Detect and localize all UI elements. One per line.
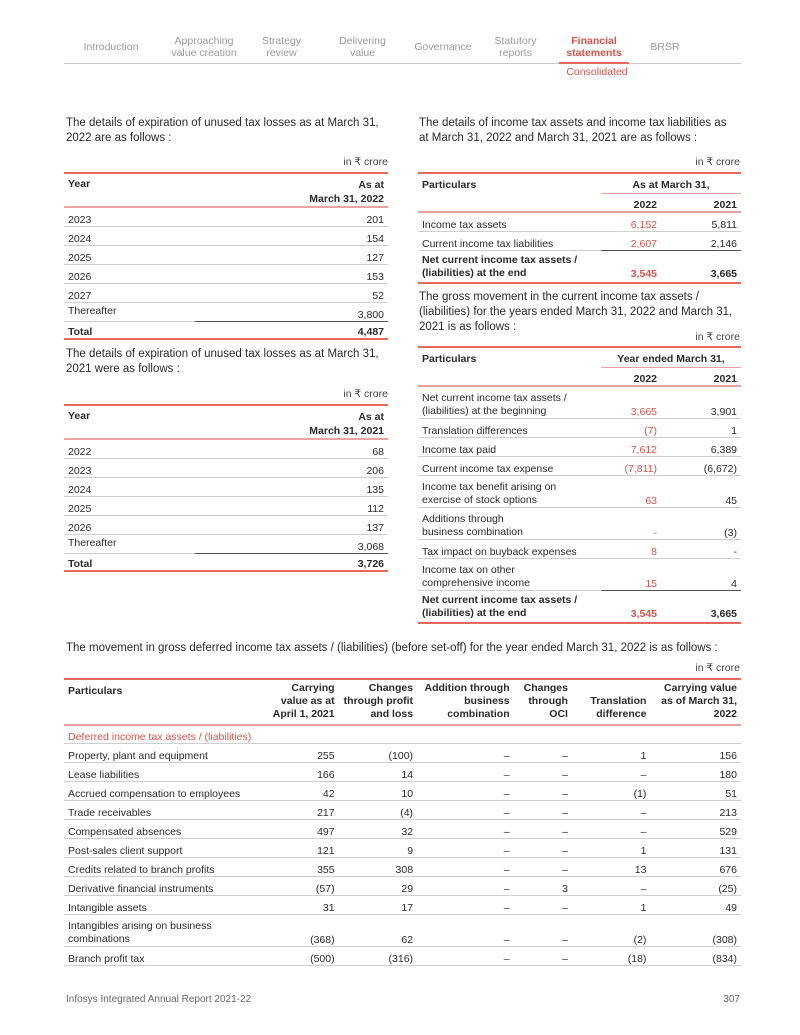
- carrying-value-closing-cell: 131: [650, 838, 741, 857]
- value-2022-cell: 8: [601, 539, 671, 558]
- particulars-cell: Translation differences: [418, 418, 601, 437]
- translation-difference-cell: (1): [572, 781, 650, 800]
- carrying-value-opening-cell: (57): [260, 876, 338, 895]
- value-cell: 127: [195, 245, 388, 264]
- particulars-cell: Trade receivables: [64, 800, 260, 819]
- table-row: [64, 283, 388, 302]
- year-cell: 2024: [64, 477, 195, 496]
- changes-oci-cell: –: [514, 895, 572, 914]
- particulars-cell: Income tax benefit arising on exercise of stock options: [418, 475, 601, 507]
- changes-profit-loss-cell: 308: [339, 857, 417, 876]
- addition-business-combination-cell: –: [417, 857, 514, 876]
- changes-oci-cell: 3: [514, 876, 572, 895]
- col-particulars: Particulars: [68, 685, 123, 697]
- table-row: [418, 386, 741, 418]
- translation-difference-cell: (18): [572, 946, 650, 965]
- particulars-cell: Accrued compensation to employees: [64, 781, 260, 800]
- value-2021-cell: -: [671, 539, 741, 558]
- nav-label: Governance: [414, 41, 472, 53]
- total-2021: 3,665: [671, 590, 741, 623]
- value-2021-cell: 6,389: [671, 437, 741, 456]
- addition-business-combination-cell: –: [417, 946, 514, 965]
- table-row: [418, 475, 741, 507]
- particulars-cell: Credits related to branch profits: [64, 857, 260, 876]
- nav-label: reports: [499, 47, 532, 59]
- changes-profit-loss-cell: 10: [339, 781, 417, 800]
- table-row: [64, 800, 741, 819]
- table-row: [64, 226, 388, 245]
- changes-oci-cell: –: [514, 819, 572, 838]
- table-row: [418, 507, 741, 539]
- year-cell: 2026: [64, 264, 195, 283]
- carrying-value-opening-cell: 121: [260, 838, 338, 857]
- table-row: [64, 496, 388, 515]
- col-label: March 31, 2022: [309, 193, 384, 205]
- empty-header: [418, 367, 601, 386]
- translation-difference-cell: –: [572, 800, 650, 819]
- total-label: [418, 250, 601, 283]
- col-label: As at: [358, 411, 384, 423]
- changes-oci-cell: –: [514, 914, 572, 946]
- value-2021-cell: (6,672): [671, 456, 741, 475]
- table5-intro: The movement in gross deferred income tax assets / (liabilities) (before set-off) for the year ended March 31, 2022 is as follows :: [66, 642, 718, 654]
- particulars-cell: Derivative financial instruments: [64, 876, 260, 895]
- translation-difference-cell: –: [572, 876, 650, 895]
- particulars-cell: Income tax assets: [418, 212, 601, 231]
- carrying-value-opening-cell: 31: [260, 895, 338, 914]
- changes-profit-loss-cell: 62: [339, 914, 417, 946]
- translation-difference-cell: –: [572, 819, 650, 838]
- value-2022-cell: 7,612: [601, 437, 671, 456]
- table-row: [418, 231, 741, 250]
- page-number: 307: [723, 994, 740, 1005]
- particulars-cell: Compensated absences: [64, 819, 260, 838]
- nav-label: review: [266, 47, 297, 59]
- col-year: Year: [68, 410, 91, 422]
- table-row: [64, 515, 388, 534]
- value-cell: 135: [195, 477, 388, 496]
- year-cell: 2025: [64, 496, 195, 515]
- col-year: Year: [68, 178, 91, 190]
- carrying-value-opening-cell: 255: [260, 743, 338, 762]
- col-2022: 2022: [633, 373, 657, 385]
- value-2022-cell: 15: [601, 558, 671, 590]
- changes-profit-loss-cell: 17: [339, 895, 417, 914]
- nav-item-statutory-reports[interactable]: [474, 35, 557, 59]
- col-group-header: Year ended March 31,: [601, 347, 741, 367]
- table-row: [64, 458, 388, 477]
- value-cell: 201: [195, 207, 388, 226]
- value-2021-cell: 1: [671, 418, 741, 437]
- table-row: [418, 558, 741, 590]
- table-row: [418, 212, 741, 231]
- changes-oci-cell: –: [514, 781, 572, 800]
- changes-oci-cell: –: [514, 762, 572, 781]
- table-row: [64, 946, 741, 965]
- table-row: [64, 302, 388, 321]
- carrying-value-opening-cell: (368): [260, 914, 338, 946]
- total-2021: 3,665: [671, 250, 741, 283]
- table-row: [64, 914, 741, 946]
- particulars-cell: Intangibles arising on business combinations: [64, 914, 260, 946]
- table4-gross-movement: [418, 346, 741, 624]
- addition-business-combination-cell: –: [417, 762, 514, 781]
- value-cell: 206: [195, 458, 388, 477]
- carrying-value-closing-cell: 213: [650, 800, 741, 819]
- year-cell: Thereafter: [64, 302, 195, 321]
- carrying-value-closing-cell: 156: [650, 743, 741, 762]
- carrying-value-closing-cell: 676: [650, 857, 741, 876]
- total-label-line: Net current income tax assets /: [422, 253, 578, 266]
- col-2021: 2021: [713, 373, 737, 385]
- nav-label: Strategy: [261, 35, 302, 47]
- year-cell: 2022: [64, 439, 195, 458]
- col-carrying-value-opening: Carrying value as at April 1, 2021: [272, 682, 335, 720]
- particulars-cell: Property, plant and equipment: [64, 743, 260, 762]
- table3-income-tax-assets-liabilities: [418, 172, 741, 284]
- table2-intro: The details of expiration of unused tax losses as at March 31, 2021 were as follows :: [66, 348, 379, 375]
- value-cell: 52: [195, 283, 388, 302]
- value-cell: 3,068: [195, 534, 388, 553]
- table-row: [418, 437, 741, 456]
- table1-intro: The details of expiration of unused tax losses as at March 31, 2022 are as follows :: [66, 117, 379, 144]
- addition-business-combination-cell: –: [417, 743, 514, 762]
- nav-item-brsr[interactable]: [631, 35, 699, 53]
- carrying-value-closing-cell: (834): [650, 946, 741, 965]
- particulars-cell: Additions through business combination: [418, 507, 601, 539]
- translation-difference-cell: –: [572, 762, 650, 781]
- year-cell: 2023: [64, 458, 195, 477]
- table3-unit: in ₹ crore: [695, 156, 740, 168]
- changes-profit-loss-cell: (316): [339, 946, 417, 965]
- nav-item-financial-statements[interactable]: [557, 35, 631, 59]
- col-addition-business-combination: Addition through business combination: [424, 682, 510, 720]
- total-2022: 3,545: [601, 590, 671, 623]
- particulars-cell: Current income tax liabilities: [418, 231, 601, 250]
- particulars-cell: Branch profit tax: [64, 946, 260, 965]
- value-cell: 3,800: [195, 302, 388, 321]
- col-value: [195, 405, 388, 439]
- table-row: [64, 876, 741, 895]
- section-label: Deferred income tax assets / (liabilities): [64, 725, 741, 743]
- value-2021-cell: 2,146: [671, 231, 741, 250]
- carrying-value-closing-cell: (308): [650, 914, 741, 946]
- particulars-cell: Intangible assets: [64, 895, 260, 914]
- changes-oci-cell: –: [514, 857, 572, 876]
- year-cell: 2027: [64, 283, 195, 302]
- value-cell: 68: [195, 439, 388, 458]
- total-label: Total: [64, 321, 195, 339]
- carrying-value-opening-cell: 42: [260, 781, 338, 800]
- col-label: March 31, 2021: [309, 425, 384, 437]
- value-cell: 137: [195, 515, 388, 534]
- table2-unit: in ₹ crore: [343, 388, 388, 400]
- changes-profit-loss-cell: 29: [339, 876, 417, 895]
- nav-item-governance[interactable]: [412, 35, 474, 53]
- table3-intro: The details of income tax assets and income tax liabilities as at March 31, 2022 and March 31, 2021 are as follows :: [419, 117, 727, 144]
- changes-profit-loss-cell: (100): [339, 743, 417, 762]
- addition-business-combination-cell: –: [417, 781, 514, 800]
- table-row: [64, 857, 741, 876]
- particulars-cell: Tax impact on buyback expenses: [418, 539, 601, 558]
- table-row: [418, 456, 741, 475]
- nav-subitem-consolidated[interactable]: Consolidated: [566, 66, 628, 78]
- value-2021-cell: 5,811: [671, 212, 741, 231]
- nav-label: value: [349, 47, 376, 59]
- value-2021-cell: (3): [671, 507, 741, 539]
- col-value: [195, 173, 388, 207]
- col-2021: 2021: [713, 199, 737, 211]
- nav-label: Approaching: [174, 35, 234, 47]
- particulars-cell: Income tax on other comprehensive income: [418, 558, 601, 590]
- nav-label: Financial: [571, 35, 617, 47]
- table-row: [64, 207, 388, 226]
- table-row: [64, 819, 741, 838]
- value-2021-cell: 4: [671, 558, 741, 590]
- section-label-row: [64, 725, 741, 743]
- particulars-cell: Lease liabilities: [64, 762, 260, 781]
- table-row: [64, 895, 741, 914]
- table5-unit: in ₹ crore: [695, 662, 740, 674]
- total-value: 3,726: [195, 553, 388, 571]
- value-cell: 153: [195, 264, 388, 283]
- changes-oci-cell: –: [514, 743, 572, 762]
- carrying-value-opening-cell: 166: [260, 762, 338, 781]
- table-row: [418, 418, 741, 437]
- addition-business-combination-cell: –: [417, 819, 514, 838]
- carrying-value-opening-cell: (500): [260, 946, 338, 965]
- particulars-cell: Current income tax expense: [418, 456, 601, 475]
- particulars-cell: Net current income tax assets / (liabilities) at the beginning: [418, 386, 601, 418]
- col-changes-profit-loss: Changes through profit and loss: [343, 682, 414, 720]
- nav-item-strategy-review[interactable]: [250, 35, 313, 59]
- carrying-value-closing-cell: (25): [650, 876, 741, 895]
- table-row: [64, 264, 388, 283]
- nav-label: BRSR: [650, 41, 680, 53]
- table-row: [64, 781, 741, 800]
- value-2022-cell: 63: [601, 475, 671, 507]
- changes-oci-cell: –: [514, 946, 572, 965]
- table-row: [64, 838, 741, 857]
- table4-unit: in ₹ crore: [695, 331, 740, 343]
- footer-report-title: Infosys Integrated Annual Report 2021-22: [66, 994, 252, 1005]
- particulars-cell: Income tax paid: [418, 437, 601, 456]
- value-2022-cell: 3,665: [601, 386, 671, 418]
- carrying-value-closing-cell: 180: [650, 762, 741, 781]
- translation-difference-cell: (2): [572, 914, 650, 946]
- translation-difference-cell: 1: [572, 895, 650, 914]
- value-2021-cell: 3,901: [671, 386, 741, 418]
- table-row: [418, 539, 741, 558]
- nav-label: Statutory: [494, 35, 537, 47]
- addition-business-combination-cell: –: [417, 800, 514, 819]
- table1-unused-tax-losses-2022: [64, 172, 388, 340]
- total-label: Total: [64, 553, 195, 571]
- nav-item-introduction[interactable]: [64, 35, 158, 53]
- year-cell: Thereafter: [64, 534, 195, 553]
- nav-label: Introduction: [83, 41, 139, 53]
- total-row: [64, 321, 388, 339]
- value-cell: 112: [195, 496, 388, 515]
- empty-header: [418, 193, 601, 212]
- table-row: [64, 743, 741, 762]
- addition-business-combination-cell: –: [417, 895, 514, 914]
- total-label: [418, 590, 601, 623]
- total-2022: 3,545: [601, 250, 671, 283]
- translation-difference-cell: 1: [572, 743, 650, 762]
- value-2022-cell: (7,811): [601, 456, 671, 475]
- table4-intro: The gross movement in the current income tax assets / (liabilities) for the years ended March 31, 2022 and March 31, 2021 is as follows :: [419, 291, 733, 333]
- table-row: [64, 245, 388, 264]
- col-changes-oci: Changes through OCI: [523, 682, 568, 720]
- col-2022: 2022: [633, 199, 657, 211]
- changes-profit-loss-cell: (4): [339, 800, 417, 819]
- value-2021-cell: 45: [671, 475, 741, 507]
- col-group-header: As at March 31,: [601, 173, 741, 193]
- carrying-value-opening-cell: 497: [260, 819, 338, 838]
- table-row: [64, 534, 388, 553]
- nav-item-delivering-value[interactable]: [313, 35, 412, 59]
- total-row: [418, 250, 741, 283]
- carrying-value-closing-cell: 529: [650, 819, 741, 838]
- col-carrying-value-closing: Carrying value as of March 31, 2022: [661, 682, 737, 720]
- carrying-value-opening-cell: 217: [260, 800, 338, 819]
- top-navigation: [64, 35, 741, 64]
- year-cell: 2023: [64, 207, 195, 226]
- year-cell: 2025: [64, 245, 195, 264]
- nav-item-approaching-value-creation[interactable]: [158, 35, 250, 59]
- col-particulars: Particulars: [422, 353, 477, 365]
- changes-profit-loss-cell: 9: [339, 838, 417, 857]
- translation-difference-cell: 13: [572, 857, 650, 876]
- nav-label: value creation: [171, 47, 237, 59]
- changes-oci-cell: –: [514, 838, 572, 857]
- value-cell: 154: [195, 226, 388, 245]
- table2-unused-tax-losses-2021: [64, 404, 388, 572]
- total-row: [64, 553, 388, 571]
- carrying-value-closing-cell: 51: [650, 781, 741, 800]
- total-value: 4,487: [195, 321, 388, 339]
- value-2022-cell: -: [601, 507, 671, 539]
- col-translation-difference: Translation difference: [590, 695, 647, 720]
- nav-label: Delivering: [339, 35, 386, 47]
- carrying-value-opening-cell: 355: [260, 857, 338, 876]
- year-cell: 2026: [64, 515, 195, 534]
- table-row: [64, 477, 388, 496]
- value-2022-cell: (7): [601, 418, 671, 437]
- col-label: As at: [358, 179, 384, 191]
- col-particulars: Particulars: [422, 179, 477, 191]
- total-label-line: (liabilities) at the end: [422, 266, 527, 279]
- changes-profit-loss-cell: 14: [339, 762, 417, 781]
- table-row: [64, 439, 388, 458]
- carrying-value-closing-cell: 49: [650, 895, 741, 914]
- nav-label: statements: [566, 47, 622, 59]
- total-label-line: (liabilities) at the end: [422, 606, 527, 619]
- changes-profit-loss-cell: 32: [339, 819, 417, 838]
- changes-oci-cell: –: [514, 800, 572, 819]
- addition-business-combination-cell: –: [417, 876, 514, 895]
- total-row: [418, 590, 741, 623]
- table-row: [64, 762, 741, 781]
- addition-business-combination-cell: –: [417, 914, 514, 946]
- value-2022-cell: 6,152: [601, 212, 671, 231]
- table1-unit: in ₹ crore: [343, 156, 388, 168]
- translation-difference-cell: 1: [572, 838, 650, 857]
- table5-deferred-tax-movement: [64, 678, 741, 966]
- total-label-line: Net current income tax assets /: [422, 593, 578, 606]
- addition-business-combination-cell: –: [417, 838, 514, 857]
- value-2022-cell: 2,607: [601, 231, 671, 250]
- particulars-cell: Post-sales client support: [64, 838, 260, 857]
- year-cell: 2024: [64, 226, 195, 245]
